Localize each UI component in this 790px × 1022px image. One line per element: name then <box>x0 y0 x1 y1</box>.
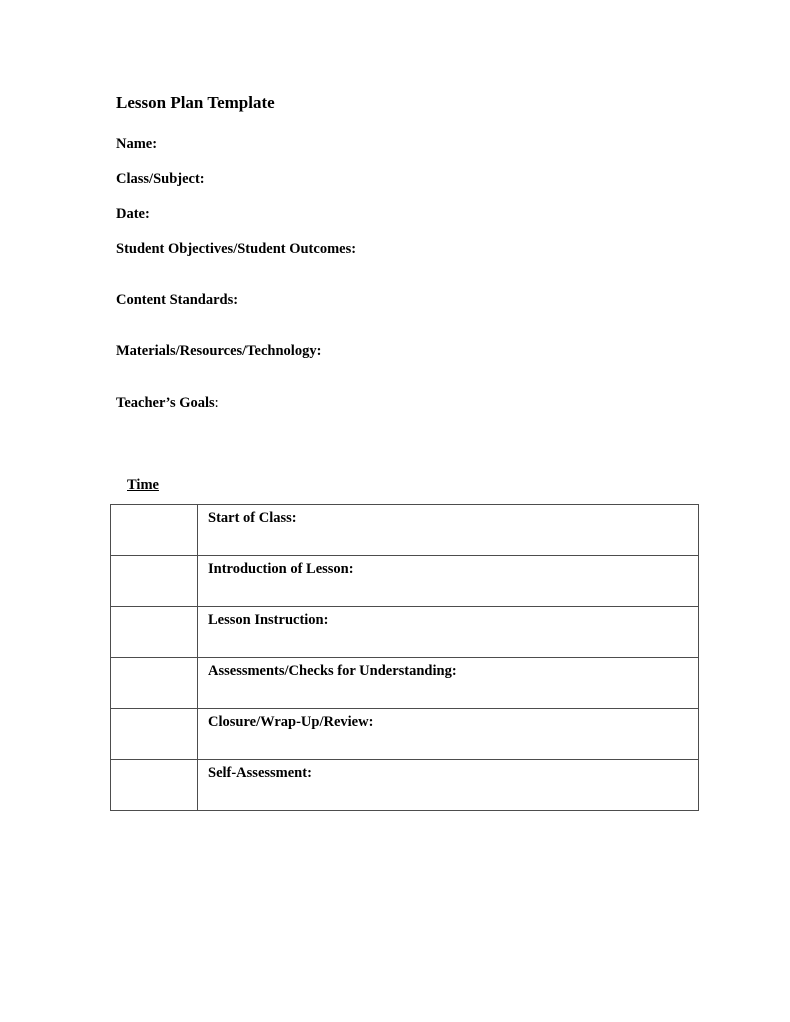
table-row <box>111 505 699 556</box>
section-label-assessments: Assessments/Checks for Understanding: <box>198 658 699 709</box>
field-label-teachers-goals <box>116 395 790 412</box>
section-label-self-assessment: Self-Assessment: <box>198 760 699 811</box>
time-cell <box>111 658 198 709</box>
table-row <box>111 607 699 658</box>
document-title: Lesson Plan Template <box>116 93 275 112</box>
teachers-goals-colon: : <box>214 395 219 411</box>
time-heading: Time <box>127 477 159 493</box>
teachers-goals-text: Teacher’s Goals <box>116 395 215 411</box>
time-cell <box>111 760 198 811</box>
field-label-class-subject: Class/Subject: <box>116 171 205 187</box>
field-label-date: Date: <box>116 206 150 222</box>
section-label-introduction: Introduction of Lesson: <box>198 556 699 607</box>
field-label-materials-resources: Materials/Resources/Technology: <box>116 343 322 359</box>
section-label-start-of-class: Start of Class: <box>198 505 699 556</box>
field-label-student-objectives: Student Objectives/Student Outcomes: <box>116 241 357 257</box>
field-label-content-standards: Content Standards: <box>116 292 239 308</box>
table-row <box>111 556 699 607</box>
lesson-plan-table <box>110 504 699 811</box>
time-cell <box>111 607 198 658</box>
time-cell <box>111 556 198 607</box>
section-label-lesson-instruction: Lesson Instruction: <box>198 607 699 658</box>
time-cell <box>111 709 198 760</box>
table-row <box>111 760 699 811</box>
field-label-name: Name: <box>116 136 158 152</box>
table-row <box>111 658 699 709</box>
table-row <box>111 709 699 760</box>
time-cell <box>111 505 198 556</box>
section-label-closure: Closure/Wrap-Up/Review: <box>198 709 699 760</box>
